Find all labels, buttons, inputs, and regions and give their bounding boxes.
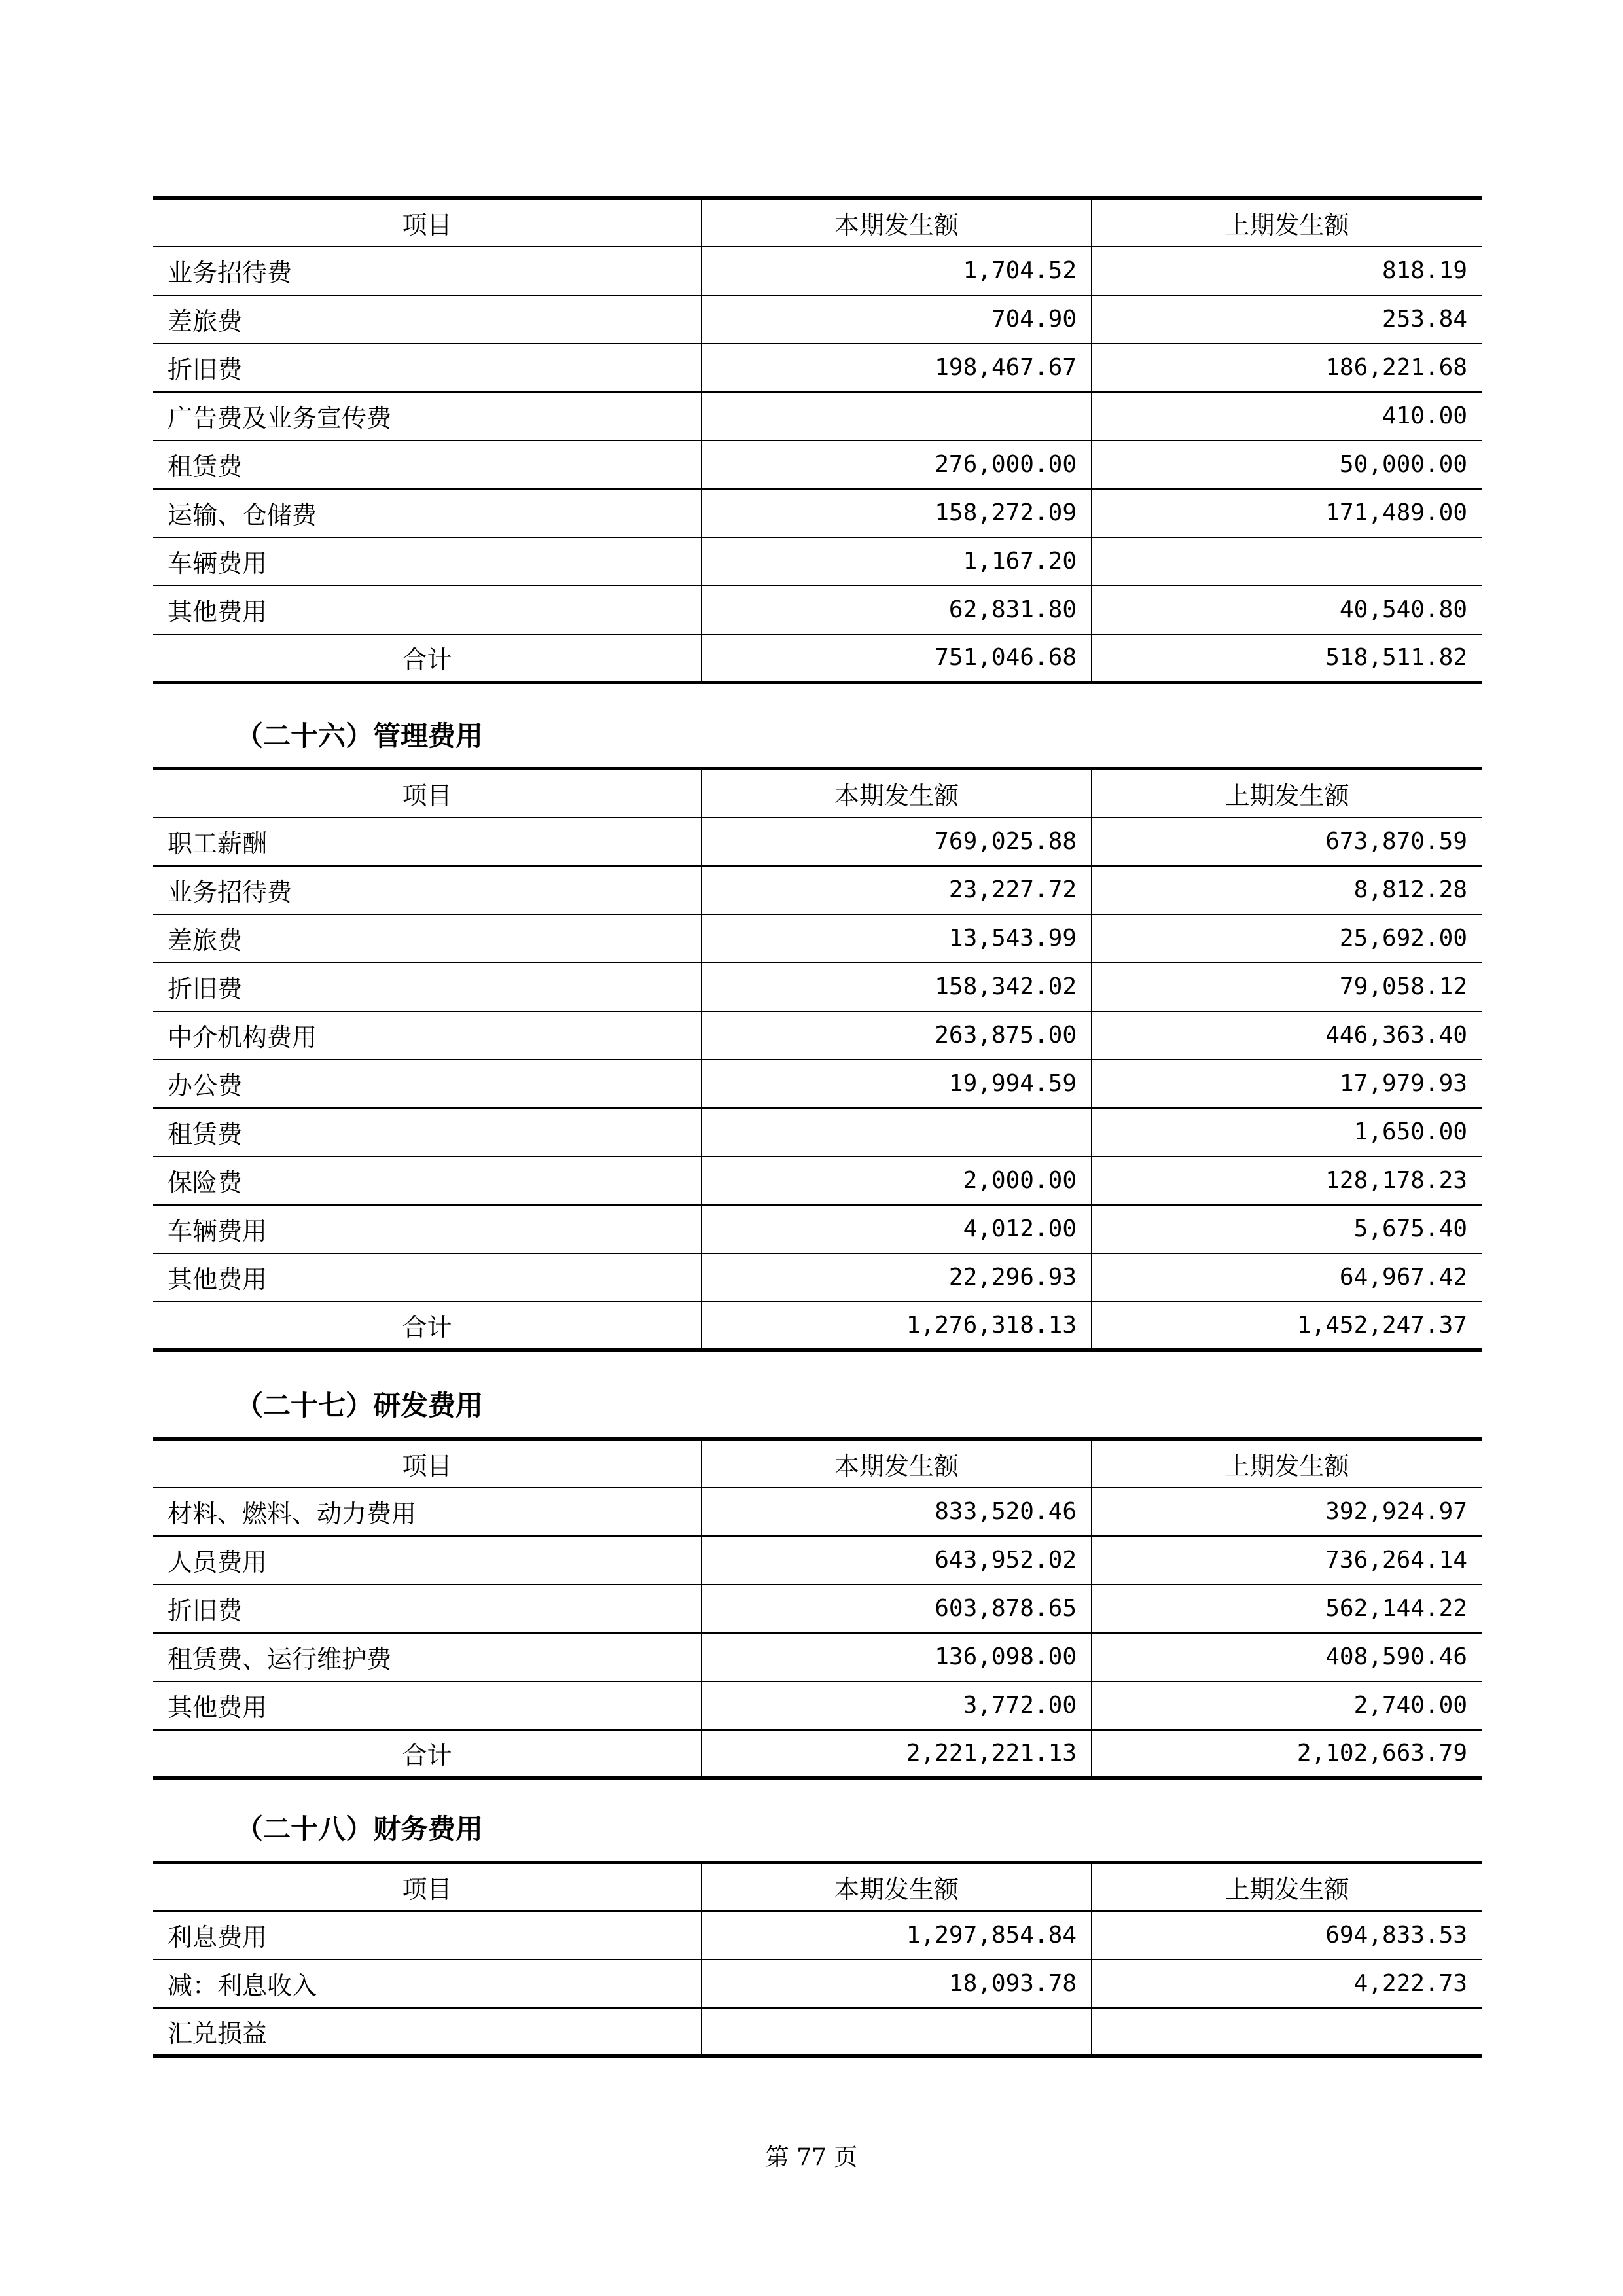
current-value: 13,543.99: [702, 914, 1092, 963]
total-current-value: 751,046.68: [702, 634, 1092, 683]
table-row: [153, 1911, 1482, 1960]
row-label: 其他费用: [153, 1681, 702, 1730]
total-label: 合计: [153, 1730, 702, 1778]
row-label: 租赁费: [153, 1108, 702, 1157]
prior-value: 17,979.93: [1092, 1060, 1482, 1108]
current-value: 3,772.00: [702, 1681, 1092, 1730]
prior-value: 673,870.59: [1092, 817, 1482, 866]
table-row: [153, 295, 1482, 344]
prior-value: 2,740.00: [1092, 1681, 1482, 1730]
current-value: 1,297,854.84: [702, 1911, 1092, 1960]
row-label: 利息费用: [153, 1911, 702, 1960]
header-prior-period: 上期发生额: [1092, 1439, 1482, 1488]
row-label: 折旧费: [153, 344, 702, 392]
table-row: [153, 537, 1482, 586]
prior-value: 128,178.23: [1092, 1157, 1482, 1205]
row-label: 租赁费: [153, 440, 702, 489]
prior-value: 25,692.00: [1092, 914, 1482, 963]
rd-expense-block: [153, 1437, 1482, 1780]
table-row: [153, 586, 1482, 634]
row-label: 广告费及业务宣传费: [153, 392, 702, 440]
row-label: 业务招待费: [153, 247, 702, 295]
table-row: [153, 247, 1482, 295]
row-label: 折旧费: [153, 1585, 702, 1633]
total-row: [153, 1302, 1482, 1350]
row-label: 折旧费: [153, 963, 702, 1011]
prior-value: 186,221.68: [1092, 344, 1482, 392]
table-row: [153, 866, 1482, 914]
header-current-period: 本期发生额: [702, 1863, 1092, 1911]
expense-table-continued: [153, 196, 1482, 684]
header-item: 项目: [153, 769, 702, 817]
table-row: [153, 392, 1482, 440]
admin-expense-table: [153, 767, 1482, 1352]
table-header-row: [153, 1863, 1482, 1911]
current-value: 198,467.67: [702, 344, 1092, 392]
row-label: 租赁费、运行维护费: [153, 1633, 702, 1681]
total-prior-value: 1,452,247.37: [1092, 1302, 1482, 1350]
header-item: 项目: [153, 1439, 702, 1488]
current-value: 603,878.65: [702, 1585, 1092, 1633]
prior-value: 40,540.80: [1092, 586, 1482, 634]
row-label: 人员费用: [153, 1536, 702, 1585]
table-row: [153, 1960, 1482, 2008]
current-value: [702, 1108, 1092, 1157]
table-row: [153, 1585, 1482, 1633]
current-value: 18,093.78: [702, 1960, 1092, 2008]
header-item: 项目: [153, 1863, 702, 1911]
current-value: 19,994.59: [702, 1060, 1092, 1108]
table-row: [153, 1253, 1482, 1302]
prior-value: 392,924.97: [1092, 1488, 1482, 1536]
total-row: [153, 1730, 1482, 1778]
finance-expense-block: [153, 1861, 1482, 2058]
row-label: 减：利息收入: [153, 1960, 702, 2008]
table-row: [153, 344, 1482, 392]
prior-value: 4,222.73: [1092, 1960, 1482, 2008]
prior-value: 79,058.12: [1092, 963, 1482, 1011]
section-heading-finance-expenses: （二十八）财务费用: [236, 1813, 484, 1845]
current-value: 1,704.52: [702, 247, 1092, 295]
row-label: 差旅费: [153, 914, 702, 963]
prior-value: 694,833.53: [1092, 1911, 1482, 1960]
prior-value: 5,675.40: [1092, 1205, 1482, 1253]
table-header-row: [153, 198, 1482, 247]
table-row: [153, 1633, 1482, 1681]
current-value: 158,342.02: [702, 963, 1092, 1011]
prior-value: 736,264.14: [1092, 1536, 1482, 1585]
current-value: 643,952.02: [702, 1536, 1092, 1585]
table-row: [153, 1011, 1482, 1060]
prior-value: 818.19: [1092, 247, 1482, 295]
row-label: 职工薪酬: [153, 817, 702, 866]
current-value: 276,000.00: [702, 440, 1092, 489]
current-value: 23,227.72: [702, 866, 1092, 914]
table-row: [153, 914, 1482, 963]
section-heading-admin-expenses: （二十六）管理费用: [236, 720, 484, 752]
section-heading-rd-expenses: （二十七）研发费用: [236, 1390, 484, 1422]
current-value: 22,296.93: [702, 1253, 1092, 1302]
current-value: 62,831.80: [702, 586, 1092, 634]
prior-value: [1092, 2008, 1482, 2056]
table-row: [153, 1060, 1482, 1108]
current-value: 158,272.09: [702, 489, 1092, 537]
header-item: 项目: [153, 198, 702, 247]
current-value: 769,025.88: [702, 817, 1092, 866]
admin-expense-block: [153, 767, 1482, 1352]
row-label: 车辆费用: [153, 537, 702, 586]
row-label: 材料、燃料、动力费用: [153, 1488, 702, 1536]
header-prior-period: 上期发生额: [1092, 198, 1482, 247]
row-label: 车辆费用: [153, 1205, 702, 1253]
sales-expense-table: [153, 196, 1482, 684]
table-row: [153, 440, 1482, 489]
current-value: 4,012.00: [702, 1205, 1092, 1253]
prior-value: 50,000.00: [1092, 440, 1482, 489]
table-row: [153, 1108, 1482, 1157]
current-value: 136,098.00: [702, 1633, 1092, 1681]
total-row: [153, 634, 1482, 683]
header-current-period: 本期发生额: [702, 769, 1092, 817]
total-label: 合计: [153, 1302, 702, 1350]
header-current-period: 本期发生额: [702, 1439, 1092, 1488]
header-prior-period: 上期发生额: [1092, 769, 1482, 817]
table-row: [153, 489, 1482, 537]
table-row: [153, 1157, 1482, 1205]
current-value: 704.90: [702, 295, 1092, 344]
total-label: 合计: [153, 634, 702, 683]
current-value: 263,875.00: [702, 1011, 1092, 1060]
prior-value: 1,650.00: [1092, 1108, 1482, 1157]
prior-value: [1092, 537, 1482, 586]
row-label: 其他费用: [153, 586, 702, 634]
row-label: 办公费: [153, 1060, 702, 1108]
table-row: [153, 1681, 1482, 1730]
row-label: 差旅费: [153, 295, 702, 344]
table-row: [153, 2008, 1482, 2056]
total-current-value: 1,276,318.13: [702, 1302, 1092, 1350]
rd-expense-table: [153, 1437, 1482, 1780]
table-row: [153, 1488, 1482, 1536]
prior-value: 410.00: [1092, 392, 1482, 440]
prior-value: 253.84: [1092, 295, 1482, 344]
total-current-value: 2,221,221.13: [702, 1730, 1092, 1778]
table-header-row: [153, 1439, 1482, 1488]
current-value: 2,000.00: [702, 1157, 1092, 1205]
row-label: 保险费: [153, 1157, 702, 1205]
prior-value: 171,489.00: [1092, 489, 1482, 537]
table-row: [153, 963, 1482, 1011]
prior-value: 408,590.46: [1092, 1633, 1482, 1681]
total-prior-value: 518,511.82: [1092, 634, 1482, 683]
prior-value: 446,363.40: [1092, 1011, 1482, 1060]
table-row: [153, 1205, 1482, 1253]
header-prior-period: 上期发生额: [1092, 1863, 1482, 1911]
prior-value: 64,967.42: [1092, 1253, 1482, 1302]
current-value: 833,520.46: [702, 1488, 1092, 1536]
row-label: 业务招待费: [153, 866, 702, 914]
current-value: [702, 392, 1092, 440]
header-current-period: 本期发生额: [702, 198, 1092, 247]
current-value: 1,167.20: [702, 537, 1092, 586]
row-label: 其他费用: [153, 1253, 702, 1302]
row-label: 运输、仓储费: [153, 489, 702, 537]
row-label: 汇兑损益: [153, 2008, 702, 2056]
total-prior-value: 2,102,663.79: [1092, 1730, 1482, 1778]
finance-expense-table: [153, 1861, 1482, 2058]
table-row: [153, 817, 1482, 866]
prior-value: 8,812.28: [1092, 866, 1482, 914]
page-number: 第 77 页: [765, 2144, 858, 2171]
row-label: 中介机构费用: [153, 1011, 702, 1060]
current-value: [702, 2008, 1092, 2056]
table-row: [153, 1536, 1482, 1585]
table-header-row: [153, 769, 1482, 817]
prior-value: 562,144.22: [1092, 1585, 1482, 1633]
